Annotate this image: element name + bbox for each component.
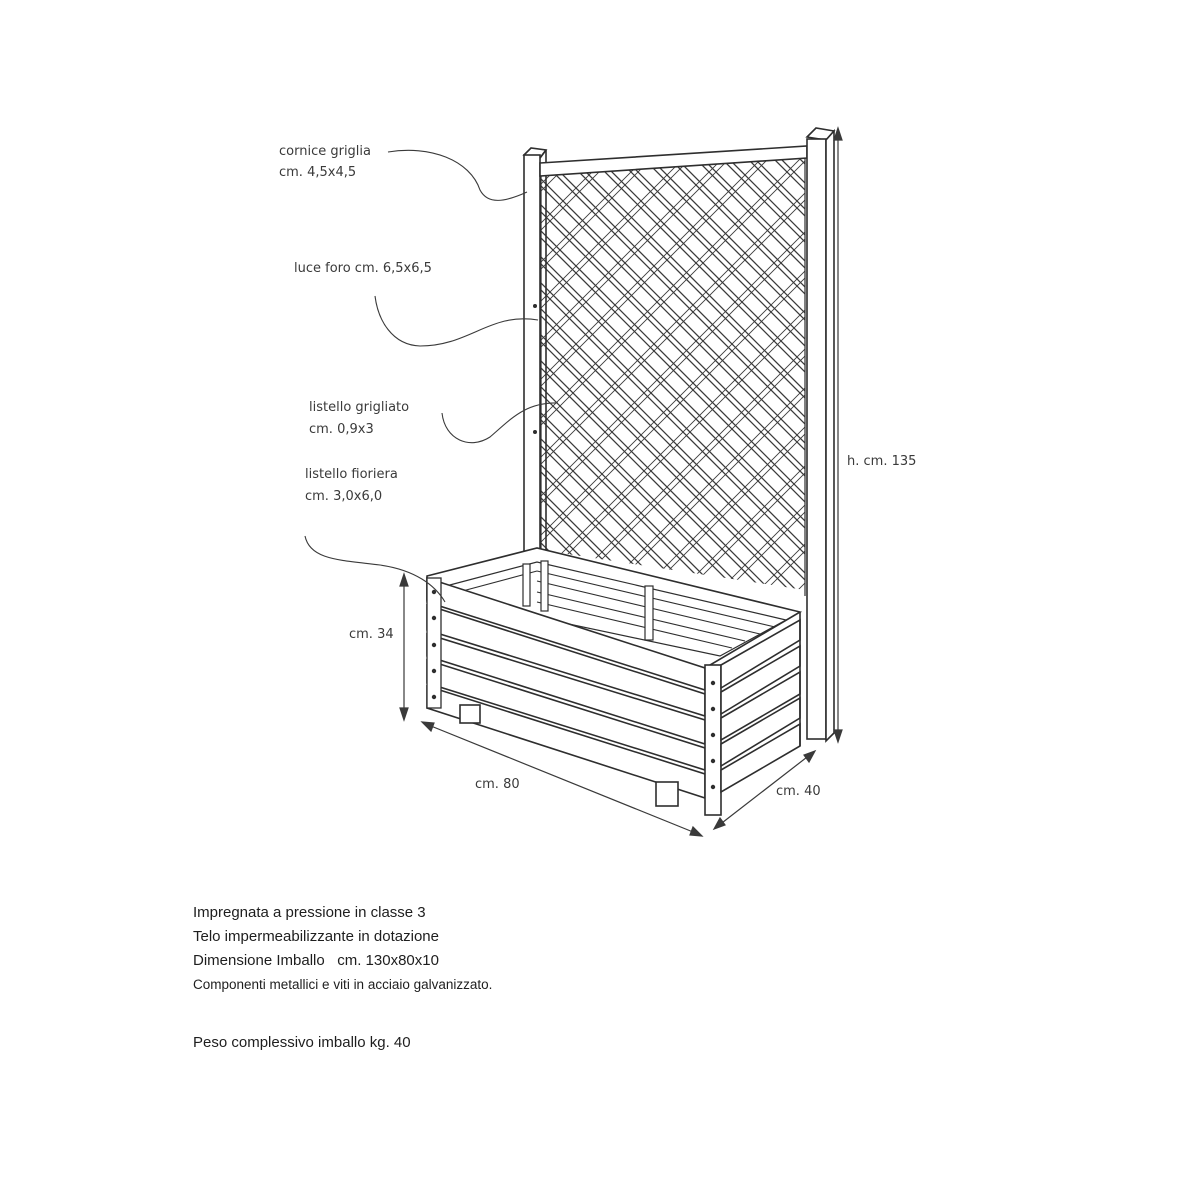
lattice-size: cm. 0,9x3 <box>309 422 374 437</box>
lattice-cross-slat <box>983 150 1200 600</box>
lattice-cross-slat <box>515 150 965 600</box>
lattice-slat <box>1155 150 1200 600</box>
height-dimension: h. cm. 135 <box>847 454 917 469</box>
foot <box>460 705 480 723</box>
lattice-slat <box>850 150 1200 600</box>
lattice-slat <box>876 150 1200 600</box>
lattice-slat <box>798 150 1200 600</box>
lattice-cross-slat <box>951 150 1200 600</box>
lattice-cross-slat <box>905 150 1200 600</box>
lattice-cross-slat <box>0 150 419 600</box>
lattice-cross-slat <box>86 150 536 600</box>
depth-dimension: cm. 40 <box>776 784 821 799</box>
lattice-cross-slat <box>125 150 575 600</box>
lattice-slat <box>219 150 669 600</box>
lattice-panel <box>0 150 1200 600</box>
lattice-slat <box>512 150 962 600</box>
lattice-slat <box>401 150 851 600</box>
box-height-dimension: cm. 34 <box>349 627 394 642</box>
lattice-cross-slat <box>990 150 1200 600</box>
inner-support <box>645 586 653 640</box>
lattice-cross-slat <box>717 150 1167 600</box>
lattice-slat <box>694 150 1144 600</box>
hole-label: luce foro cm. 6,5x6,5 <box>294 261 432 276</box>
lattice-slat <box>1162 150 1200 600</box>
lattice-cross-slat <box>288 150 738 600</box>
lattice-cross-slat <box>54 150 504 600</box>
lattice-cross-slat <box>866 150 1200 600</box>
corner-post <box>705 665 721 815</box>
lattice-cross-slat <box>944 150 1200 600</box>
inner-support <box>541 561 548 611</box>
lattice-slat <box>791 150 1200 600</box>
lattice-slat <box>869 150 1200 600</box>
lattice-cross-slat <box>210 150 660 600</box>
lattice-cross-slat <box>639 150 1089 600</box>
note-package-size: Dimensione Imballo cm. 130x80x10 <box>193 952 439 969</box>
left-post-body <box>524 155 540 595</box>
lattice-label: listello grigliato <box>309 400 410 415</box>
lattice-slat <box>252 150 702 600</box>
lattice-slat <box>167 150 617 600</box>
lattice-slat <box>1025 150 1200 600</box>
lattice-slat <box>297 150 747 600</box>
lattice-cross-slat <box>281 150 731 600</box>
lattice-slat <box>174 150 624 600</box>
lattice-cross-slat <box>242 150 692 600</box>
note-liner: Telo impermeabilizzante in dotazione <box>193 928 439 945</box>
lattice-slat <box>1051 150 1200 600</box>
lattice-slat <box>1077 150 1200 600</box>
lattice-slat <box>375 150 825 600</box>
lattice-cross-slat <box>93 150 543 600</box>
width-dimension: cm. 80 <box>475 777 520 792</box>
lattice-slat <box>271 150 721 600</box>
lattice-cross-slat <box>788 150 1200 600</box>
inner-support <box>523 564 530 606</box>
lattice-slat <box>999 150 1200 600</box>
lattice-slat <box>954 150 1200 600</box>
lattice-cross-slat <box>0 150 387 600</box>
lattice-slat <box>382 150 832 600</box>
lattice-slat <box>772 150 1200 600</box>
lattice-slat <box>947 150 1200 600</box>
lattice-cross-slat <box>554 150 1004 600</box>
lattice-slat <box>687 150 1137 600</box>
lattice-cross-slat <box>0 150 341 600</box>
note-treatment: Impregnata a pressione in classe 3 <box>193 904 426 921</box>
lattice-cross-slat <box>561 150 1011 600</box>
lattice-cross-slat <box>366 150 816 600</box>
lattice-slat <box>843 150 1200 600</box>
leader-lines <box>305 150 558 602</box>
lattice-slat <box>895 150 1200 600</box>
lattice-slat <box>193 150 643 600</box>
frame-label: cornice griglia <box>279 144 371 159</box>
lattice-slat <box>616 150 1066 600</box>
lattice-cross-slat <box>47 150 497 600</box>
lattice-slat <box>226 150 676 600</box>
lattice-slat <box>531 150 981 600</box>
lattice-cross-slat <box>710 150 1160 600</box>
lattice-cross-slat <box>132 150 582 600</box>
lattice-slat <box>980 150 1200 600</box>
lattice-slat <box>330 150 780 600</box>
lattice-slat <box>824 150 1200 600</box>
lattice-cross-slat <box>912 150 1200 600</box>
lattice-slat <box>505 150 955 600</box>
lattice-cross-slat <box>476 150 926 600</box>
lattice-cross-slat <box>203 150 653 600</box>
lattice-cross-slat <box>320 150 770 600</box>
lattice-cross-slat <box>671 150 1121 600</box>
product-notes <box>193 901 492 1055</box>
planter-slat-label: listello fioriera <box>305 467 398 482</box>
lattice-slat <box>817 150 1200 600</box>
lattice-slat <box>245 150 695 600</box>
frame-size: cm. 4,5x4,5 <box>279 165 357 180</box>
lattice-cross-slat <box>522 150 972 600</box>
lattice-slat <box>349 150 799 600</box>
lattice-slat <box>1058 150 1200 600</box>
lattice-cross-slat <box>15 150 465 600</box>
lattice-cross-slat <box>327 150 777 600</box>
lattice-slat <box>1032 150 1200 600</box>
lattice-cross-slat <box>0 150 426 600</box>
lattice-slat <box>902 150 1200 600</box>
planter-slat-size: cm. 3,0x6,0 <box>305 489 383 504</box>
lattice-slat <box>1188 150 1200 600</box>
lattice-cross-slat <box>795 150 1200 600</box>
lattice-cross-slat <box>827 150 1200 600</box>
lattice-slat <box>1103 150 1200 600</box>
lattice-cross-slat <box>632 150 1082 600</box>
lattice-slat <box>1084 150 1200 600</box>
lattice-slat <box>1006 150 1200 600</box>
lattice-cross-slat <box>678 150 1128 600</box>
lattice-cross-slat <box>249 150 699 600</box>
lattice-slat <box>1181 150 1200 600</box>
lattice-cross-slat <box>834 150 1200 600</box>
lattice-slat <box>1136 150 1200 600</box>
lattice-cross-slat <box>873 150 1200 600</box>
lattice-slat <box>928 150 1200 600</box>
note-hardware: Componenti metallici e viti in acciaio galvanizzato. <box>193 977 493 992</box>
foot <box>656 782 678 806</box>
lattice-slat <box>1110 150 1200 600</box>
lattice-cross-slat <box>171 150 621 600</box>
lattice-slat <box>661 150 1111 600</box>
lattice-cross-slat <box>405 150 855 600</box>
lattice-slat <box>323 150 773 600</box>
lattice-slat <box>408 150 858 600</box>
lattice-slat <box>973 150 1200 600</box>
lattice-slats <box>0 150 1200 600</box>
lattice-slat <box>668 150 1118 600</box>
lattice-cross-slat <box>483 150 933 600</box>
lattice-slat <box>921 150 1200 600</box>
lattice-cross-slat <box>359 150 809 600</box>
lattice-cross-slat <box>0 150 383 600</box>
lattice-slat <box>1129 150 1200 600</box>
lattice-cross-slat <box>398 150 848 600</box>
lattice-cross-slat <box>8 150 458 600</box>
right-post-body <box>807 139 826 739</box>
lattice-slat <box>453 150 903 600</box>
lattice-slat <box>538 150 988 600</box>
lattice-cross-slat <box>0 150 348 600</box>
note-package-weight: Peso complessivo imballo kg. 40 <box>193 1034 411 1051</box>
